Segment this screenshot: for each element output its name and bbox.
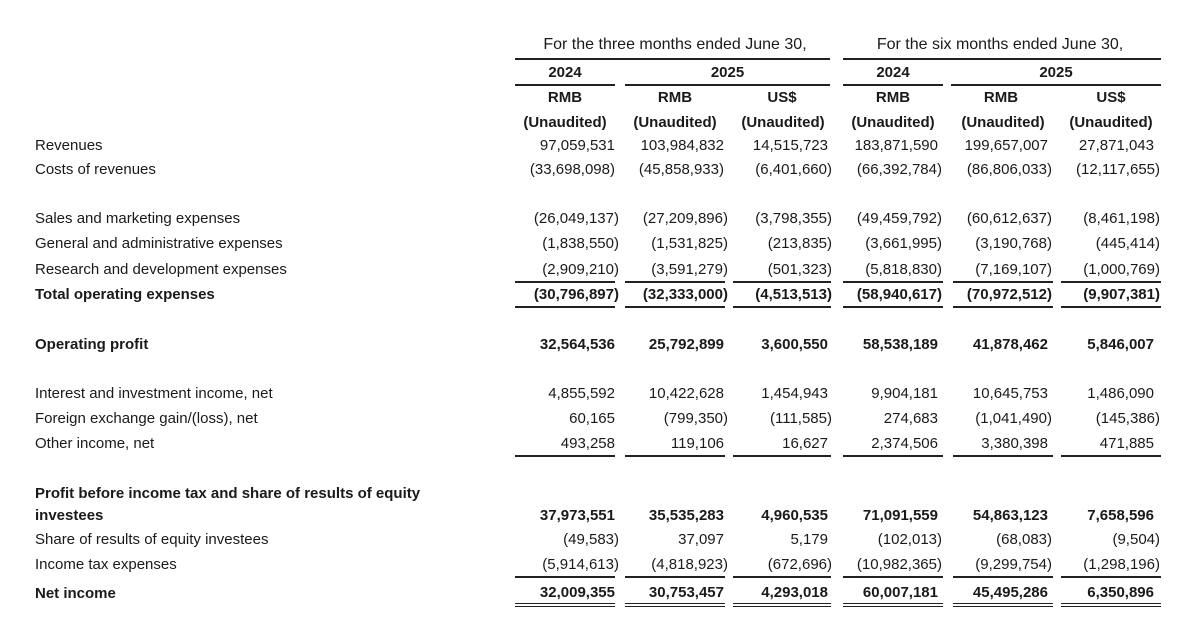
table-cell: 199,657,007	[964, 137, 1048, 154]
table-cell: 274,683	[883, 410, 938, 427]
table-cell: (30,796,897)	[533, 286, 619, 303]
year-rule	[951, 84, 1161, 86]
subtotal-rule	[733, 576, 831, 578]
row-label-sales-marketing: Sales and marketing expenses	[35, 210, 241, 227]
subtotal-rule	[953, 455, 1053, 457]
table-cell: 183,871,590	[854, 137, 938, 154]
table-cell: (1,838,550)	[542, 235, 619, 252]
double-underline	[625, 603, 725, 607]
table-cell: (9,504)	[1112, 531, 1160, 548]
table-cell: (12,117,655)	[1076, 161, 1160, 178]
row-label-income-tax: Income tax expenses	[35, 556, 177, 573]
table-cell: 35,535,283	[648, 507, 724, 524]
subtotal-rule	[843, 281, 943, 283]
table-cell: 41,878,462	[972, 336, 1048, 353]
year-rule	[843, 84, 943, 86]
total-rule	[1061, 306, 1161, 308]
currency-label: US$	[1096, 89, 1126, 106]
double-underline	[1061, 603, 1161, 607]
table-cell: (8,461,198)	[1083, 210, 1160, 227]
header-rule	[515, 58, 830, 60]
row-label-revenues: Revenues	[35, 137, 103, 154]
table-cell: (33,698,098)	[529, 161, 615, 178]
table-cell: (45,858,933)	[638, 161, 724, 178]
table-cell: (5,914,613)	[542, 556, 619, 573]
total-rule	[515, 306, 615, 308]
subtotal-rule	[733, 455, 831, 457]
double-underline	[515, 603, 615, 607]
table-cell: 97,059,531	[539, 137, 615, 154]
table-cell: (7,169,107)	[975, 261, 1052, 278]
double-underline	[843, 603, 943, 607]
table-cell: 493,258	[560, 435, 615, 452]
table-cell: 7,658,596	[1087, 507, 1154, 524]
table-cell: 25,792,899	[648, 336, 724, 353]
subtotal-rule	[953, 576, 1053, 578]
table-cell: (49,583)	[563, 531, 619, 548]
table-cell: (1,041,490)	[975, 410, 1052, 427]
audit-label: (Unaudited)	[633, 114, 717, 131]
audit-label: (Unaudited)	[523, 114, 607, 131]
total-rule	[733, 306, 831, 308]
header-rule	[843, 58, 1161, 60]
table-cell: 3,380,398	[981, 435, 1048, 452]
year-label: 2024	[876, 64, 910, 81]
table-cell: 2,374,506	[871, 435, 938, 452]
table-cell: 16,627	[782, 435, 828, 452]
table-cell: (3,591,279)	[651, 261, 728, 278]
row-label-total-operating-expenses: Total operating expenses	[35, 286, 215, 303]
audit-label: (Unaudited)	[741, 114, 825, 131]
table-cell: (1,298,196)	[1083, 556, 1160, 573]
table-cell: 4,855,592	[548, 385, 615, 402]
table-cell: (68,083)	[996, 531, 1052, 548]
row-label-net-income: Net income	[35, 585, 116, 602]
table-cell: 32,564,536	[539, 336, 615, 353]
year-label: 2025	[1039, 64, 1073, 81]
table-cell: 5,179	[790, 531, 828, 548]
subtotal-rule	[625, 576, 725, 578]
header-six-months: For the six months ended June 30,	[876, 36, 1124, 53]
table-cell: (10,982,365)	[856, 556, 942, 573]
subtotal-rule	[515, 576, 615, 578]
table-cell: (70,972,512)	[966, 286, 1052, 303]
total-rule	[953, 306, 1053, 308]
table-cell: (145,386)	[1095, 410, 1160, 427]
table-cell: 37,097	[678, 531, 724, 548]
row-label-costs-of-revenues: Costs of revenues	[35, 161, 156, 178]
currency-label: RMB	[657, 89, 693, 106]
subtotal-rule	[625, 281, 725, 283]
row-label-other-income: Other income, net	[35, 435, 155, 452]
subtotal-rule	[1061, 576, 1161, 578]
row-label-general-admin: General and administrative expenses	[35, 235, 283, 252]
table-cell: 103,984,832	[640, 137, 724, 154]
table-cell: 32,009,355	[539, 584, 615, 601]
subtotal-rule	[843, 455, 943, 457]
table-cell: (3,661,995)	[865, 235, 942, 252]
table-cell: 30,753,457	[648, 584, 724, 601]
subtotal-rule	[515, 281, 615, 283]
year-rule	[515, 84, 615, 86]
table-cell: 14,515,723	[752, 137, 828, 154]
table-cell: (1,531,825)	[651, 235, 728, 252]
table-cell: 471,885	[1099, 435, 1154, 452]
table-cell: 5,846,007	[1087, 336, 1154, 353]
table-cell: (66,392,784)	[856, 161, 942, 178]
table-cell: (445,414)	[1095, 235, 1160, 252]
table-cell: (213,835)	[767, 235, 832, 252]
subtotal-rule	[1061, 281, 1161, 283]
audit-label: (Unaudited)	[1069, 114, 1153, 131]
table-cell: 10,645,753	[972, 385, 1048, 402]
table-cell: 60,165	[569, 410, 615, 427]
currency-label: RMB	[983, 89, 1019, 106]
table-cell: 9,904,181	[871, 385, 938, 402]
table-cell: (111,585)	[770, 410, 832, 427]
table-cell: (672,696)	[767, 556, 832, 573]
audit-label: (Unaudited)	[961, 114, 1045, 131]
row-label-profit-before-tax: Profit before income tax and share of results of equity	[35, 485, 421, 502]
row-label-research-development: Research and development expenses	[35, 261, 287, 278]
total-rule	[625, 306, 725, 308]
table-cell: (58,940,617)	[856, 286, 942, 303]
year-label: 2025	[710, 64, 745, 81]
currency-label: US$	[767, 89, 797, 106]
row-label-foreign-exchange: Foreign exchange gain/(loss), net	[35, 410, 258, 427]
currency-label: RMB	[547, 89, 583, 106]
table-cell: 71,091,559	[862, 507, 938, 524]
row-label-interest-income: Interest and investment income, net	[35, 385, 273, 402]
table-cell: (49,459,792)	[856, 210, 942, 227]
table-cell: 1,486,090	[1087, 385, 1154, 402]
row-label-operating-profit: Operating profit	[35, 336, 149, 353]
table-cell: (2,909,210)	[542, 261, 619, 278]
table-cell: 54,863,123	[972, 507, 1048, 524]
table-cell: 45,495,286	[972, 584, 1048, 601]
table-cell: (6,401,660)	[755, 161, 832, 178]
year-label: 2024	[548, 64, 582, 81]
subtotal-rule	[625, 455, 725, 457]
table-cell: (9,299,754)	[975, 556, 1052, 573]
table-cell: 4,293,018	[761, 584, 828, 601]
year-rule	[625, 84, 830, 86]
table-cell: 119,106	[670, 435, 724, 452]
currency-label: RMB	[875, 89, 911, 106]
table-cell: (799,350)	[663, 410, 728, 427]
table-cell: (26,049,137)	[533, 210, 619, 227]
table-cell: (32,333,000)	[642, 286, 728, 303]
subtotal-rule	[843, 576, 943, 578]
total-rule	[843, 306, 943, 308]
table-cell: 27,871,043	[1078, 137, 1154, 154]
table-cell: 58,538,189	[862, 336, 938, 353]
table-cell: (86,806,033)	[966, 161, 1052, 178]
subtotal-rule	[733, 281, 831, 283]
subtotal-rule	[953, 281, 1053, 283]
table-cell: (4,513,513)	[755, 286, 832, 303]
row-label-share-of-results: Share of results of equity investees	[35, 531, 269, 548]
table-cell: (3,190,768)	[975, 235, 1052, 252]
row-label-profit-before-tax-cont: investees	[35, 507, 104, 524]
table-cell: (5,818,830)	[865, 261, 942, 278]
subtotal-rule	[1061, 455, 1161, 457]
table-cell: 10,422,628	[648, 385, 724, 402]
table-cell: (3,798,355)	[755, 210, 832, 227]
table-cell: 37,973,551	[539, 507, 615, 524]
subtotal-rule	[515, 455, 615, 457]
table-cell: (60,612,637)	[966, 210, 1052, 227]
table-cell: (102,013)	[877, 531, 942, 548]
table-cell: (27,209,896)	[642, 210, 728, 227]
table-cell: (1,000,769)	[1083, 261, 1160, 278]
table-cell: 1,454,943	[761, 385, 828, 402]
table-cell: 4,960,535	[761, 507, 828, 524]
table-cell: 60,007,181	[862, 584, 938, 601]
double-underline	[733, 603, 831, 607]
table-cell: 6,350,896	[1087, 584, 1154, 601]
table-cell: (9,907,381)	[1083, 286, 1160, 303]
audit-label: (Unaudited)	[851, 114, 935, 131]
double-underline	[953, 603, 1053, 607]
table-cell: 3,600,550	[761, 336, 828, 353]
table-cell: (501,323)	[767, 261, 832, 278]
header-three-months: For the three months ended June 30,	[543, 36, 807, 53]
table-cell: (4,818,923)	[651, 556, 728, 573]
